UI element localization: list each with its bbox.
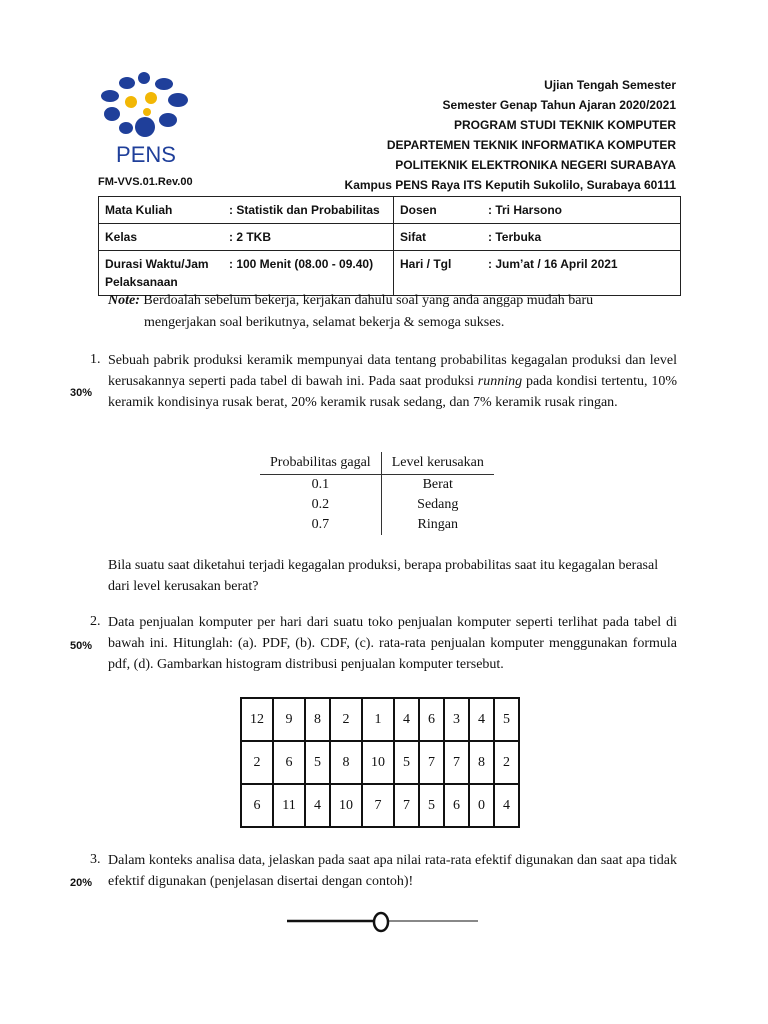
table-cell: 7 bbox=[362, 784, 394, 827]
info-row bbox=[99, 251, 681, 296]
logo-dot bbox=[119, 77, 135, 89]
question-3-number: 3. bbox=[90, 852, 101, 867]
table-cell: 0 bbox=[469, 784, 494, 827]
probability-table bbox=[260, 452, 494, 535]
info-label: Dosen bbox=[394, 197, 483, 224]
table-cell: 10 bbox=[330, 784, 362, 827]
table-cell: 1 bbox=[362, 698, 394, 741]
table-cell: 0.1 bbox=[260, 475, 381, 496]
logo-dot bbox=[168, 93, 188, 107]
table-cell: 8 bbox=[305, 698, 330, 741]
question-2-text: Data penjualan komputer per hari dari suatu toko penjualan komputer seperti terlihat pada tabel di bawah ini. Hitunglah: (a). PDF, (b). CDF, (c). rata-rata penjualan komputer menggunakan formula pdf, (d). Gambarkan histogram distribusi penjualan komputer tersebut. bbox=[108, 615, 677, 672]
table-cell: 2 bbox=[494, 741, 519, 784]
table-cell: 5 bbox=[419, 784, 444, 827]
table-cell: 11 bbox=[273, 784, 305, 827]
info-value: : 2 TKB bbox=[223, 224, 394, 251]
logo-dot bbox=[104, 107, 120, 121]
logo-dot bbox=[145, 92, 157, 104]
table-cell: 5 bbox=[394, 741, 419, 784]
info-row bbox=[99, 197, 681, 224]
table-header: Probabilitas gagal bbox=[260, 452, 381, 475]
header-department: DEPARTEMEN TEKNIK INFORMATIKA KOMPUTER bbox=[386, 138, 676, 152]
table-cell: 6 bbox=[444, 784, 469, 827]
table-cell: 6 bbox=[419, 698, 444, 741]
note-line-1: Berdoalah sebelum bekerja, kerjakan dahulu soal yang anda anggap mudah baru bbox=[143, 293, 594, 308]
table-cell: Sedang bbox=[417, 497, 459, 512]
logo-dot bbox=[125, 96, 137, 108]
note-label: Note: bbox=[108, 293, 140, 308]
info-label: Hari / Tgl bbox=[394, 251, 483, 296]
logo-text: PENS bbox=[116, 142, 176, 166]
document-header bbox=[236, 75, 676, 195]
question-1-number: 1. bbox=[90, 352, 101, 367]
table-cell: 4 bbox=[305, 784, 330, 827]
question-1-text: Sebuah pabrik produksi keramik mempunyai data tentang probabilitas kegagalan produksi dan level kerusakannya seperti pada tabel di bawah ini. Pada saat produksi running pada kondisi tertentu, 10% keramik kondisinya rusak berat, 20% keramik rusak sedang, dan 7% keramik rusak ringan. bbox=[108, 353, 677, 410]
info-label: Kelas bbox=[99, 224, 224, 251]
table-cell: Ringan bbox=[417, 517, 458, 532]
logo-dot bbox=[119, 122, 133, 134]
table-row bbox=[241, 784, 519, 827]
logo-dot bbox=[143, 108, 151, 116]
header-institution: POLITEKNIK ELEKTRONIKA NEGERI SURABAYA bbox=[395, 158, 676, 172]
table-cell: 8 bbox=[330, 741, 362, 784]
table-cell: 4 bbox=[469, 698, 494, 741]
table-cell: 3 bbox=[444, 698, 469, 741]
sales-data-table bbox=[240, 697, 520, 828]
table-cell: 6 bbox=[241, 784, 273, 827]
table-cell: 2 bbox=[241, 741, 273, 784]
info-value: : Tri Harsono bbox=[482, 197, 681, 224]
info-row bbox=[99, 224, 681, 251]
logo-dot bbox=[101, 90, 119, 102]
table-cell: 9 bbox=[273, 698, 305, 741]
question-2-weight: 50% bbox=[70, 640, 93, 652]
form-code: FM-VVS.01.Rev.00 bbox=[98, 176, 193, 188]
logo-dot bbox=[159, 113, 177, 127]
table-cell: 0.7 bbox=[260, 515, 381, 535]
question-3-text: Dalam konteks analisa data, jelaskan pada saat apa nilai rata-rata efektif digunakan dan saat apa tidak efektif digunakan (penjelasan disertai dengan contoh)! bbox=[108, 853, 677, 889]
table-row bbox=[260, 515, 494, 535]
table-cell: 0.2 bbox=[260, 495, 381, 515]
table-cell: 8 bbox=[469, 741, 494, 784]
table-row bbox=[241, 741, 519, 784]
table-row bbox=[260, 495, 494, 515]
info-value: : Terbuka bbox=[482, 224, 681, 251]
question-1-prompt: Bila suatu saat diketahui terjadi kegagalan produksi, berapa probabilitas saat itu kegagalan berasal dari level kerusakan berat? bbox=[108, 558, 659, 594]
table-cell: 10 bbox=[362, 741, 394, 784]
table-cell: 4 bbox=[494, 784, 519, 827]
table-cell: 7 bbox=[419, 741, 444, 784]
header-address: Kampus PENS Raya ITS Keputih Sukolilo, Surabaya 60111 bbox=[344, 178, 676, 192]
table-cell: 6 bbox=[273, 741, 305, 784]
info-label: Mata Kuliah bbox=[99, 197, 224, 224]
logo-dot bbox=[138, 72, 150, 84]
note bbox=[108, 290, 693, 334]
pens-logo bbox=[98, 70, 194, 166]
info-label: Sifat bbox=[394, 224, 483, 251]
info-value: : 100 Menit (08.00 - 09.40) bbox=[223, 251, 394, 296]
info-value: : Jum’at / 16 April 2021 bbox=[482, 251, 681, 296]
question-3-weight: 20% bbox=[70, 877, 93, 889]
header-program: PROGRAM STUDI TEKNIK KOMPUTER bbox=[454, 118, 676, 132]
end-of-document-mark bbox=[285, 910, 480, 934]
note-line-2: mengerjakan soal berikutnya, selamat bekerja & semoga sukses. bbox=[144, 315, 505, 330]
table-cell: 5 bbox=[305, 741, 330, 784]
table-cell: 4 bbox=[394, 698, 419, 741]
table-header: Level kerusakan bbox=[381, 452, 494, 475]
header-exam: Ujian Tengah Semester bbox=[544, 78, 676, 92]
logo-dot bbox=[155, 78, 173, 90]
table-cell: 7 bbox=[394, 784, 419, 827]
table-cell: Berat bbox=[422, 477, 453, 492]
table-cell: 5 bbox=[494, 698, 519, 741]
course-info-table bbox=[98, 196, 681, 296]
table-cell: 7 bbox=[444, 741, 469, 784]
info-label: Durasi Waktu/Jam Pelaksanaan bbox=[99, 251, 224, 296]
table-row bbox=[260, 475, 494, 496]
question-2-number: 2. bbox=[90, 614, 101, 629]
header-semester: Semester Genap Tahun Ajaran 2020/2021 bbox=[442, 98, 676, 112]
question-1-weight: 30% bbox=[70, 387, 93, 399]
table-cell: 2 bbox=[330, 698, 362, 741]
logo-dot bbox=[135, 117, 155, 137]
table-cell: 12 bbox=[241, 698, 273, 741]
table-row bbox=[241, 698, 519, 741]
info-value: : Statistik dan Probabilitas bbox=[223, 197, 394, 224]
